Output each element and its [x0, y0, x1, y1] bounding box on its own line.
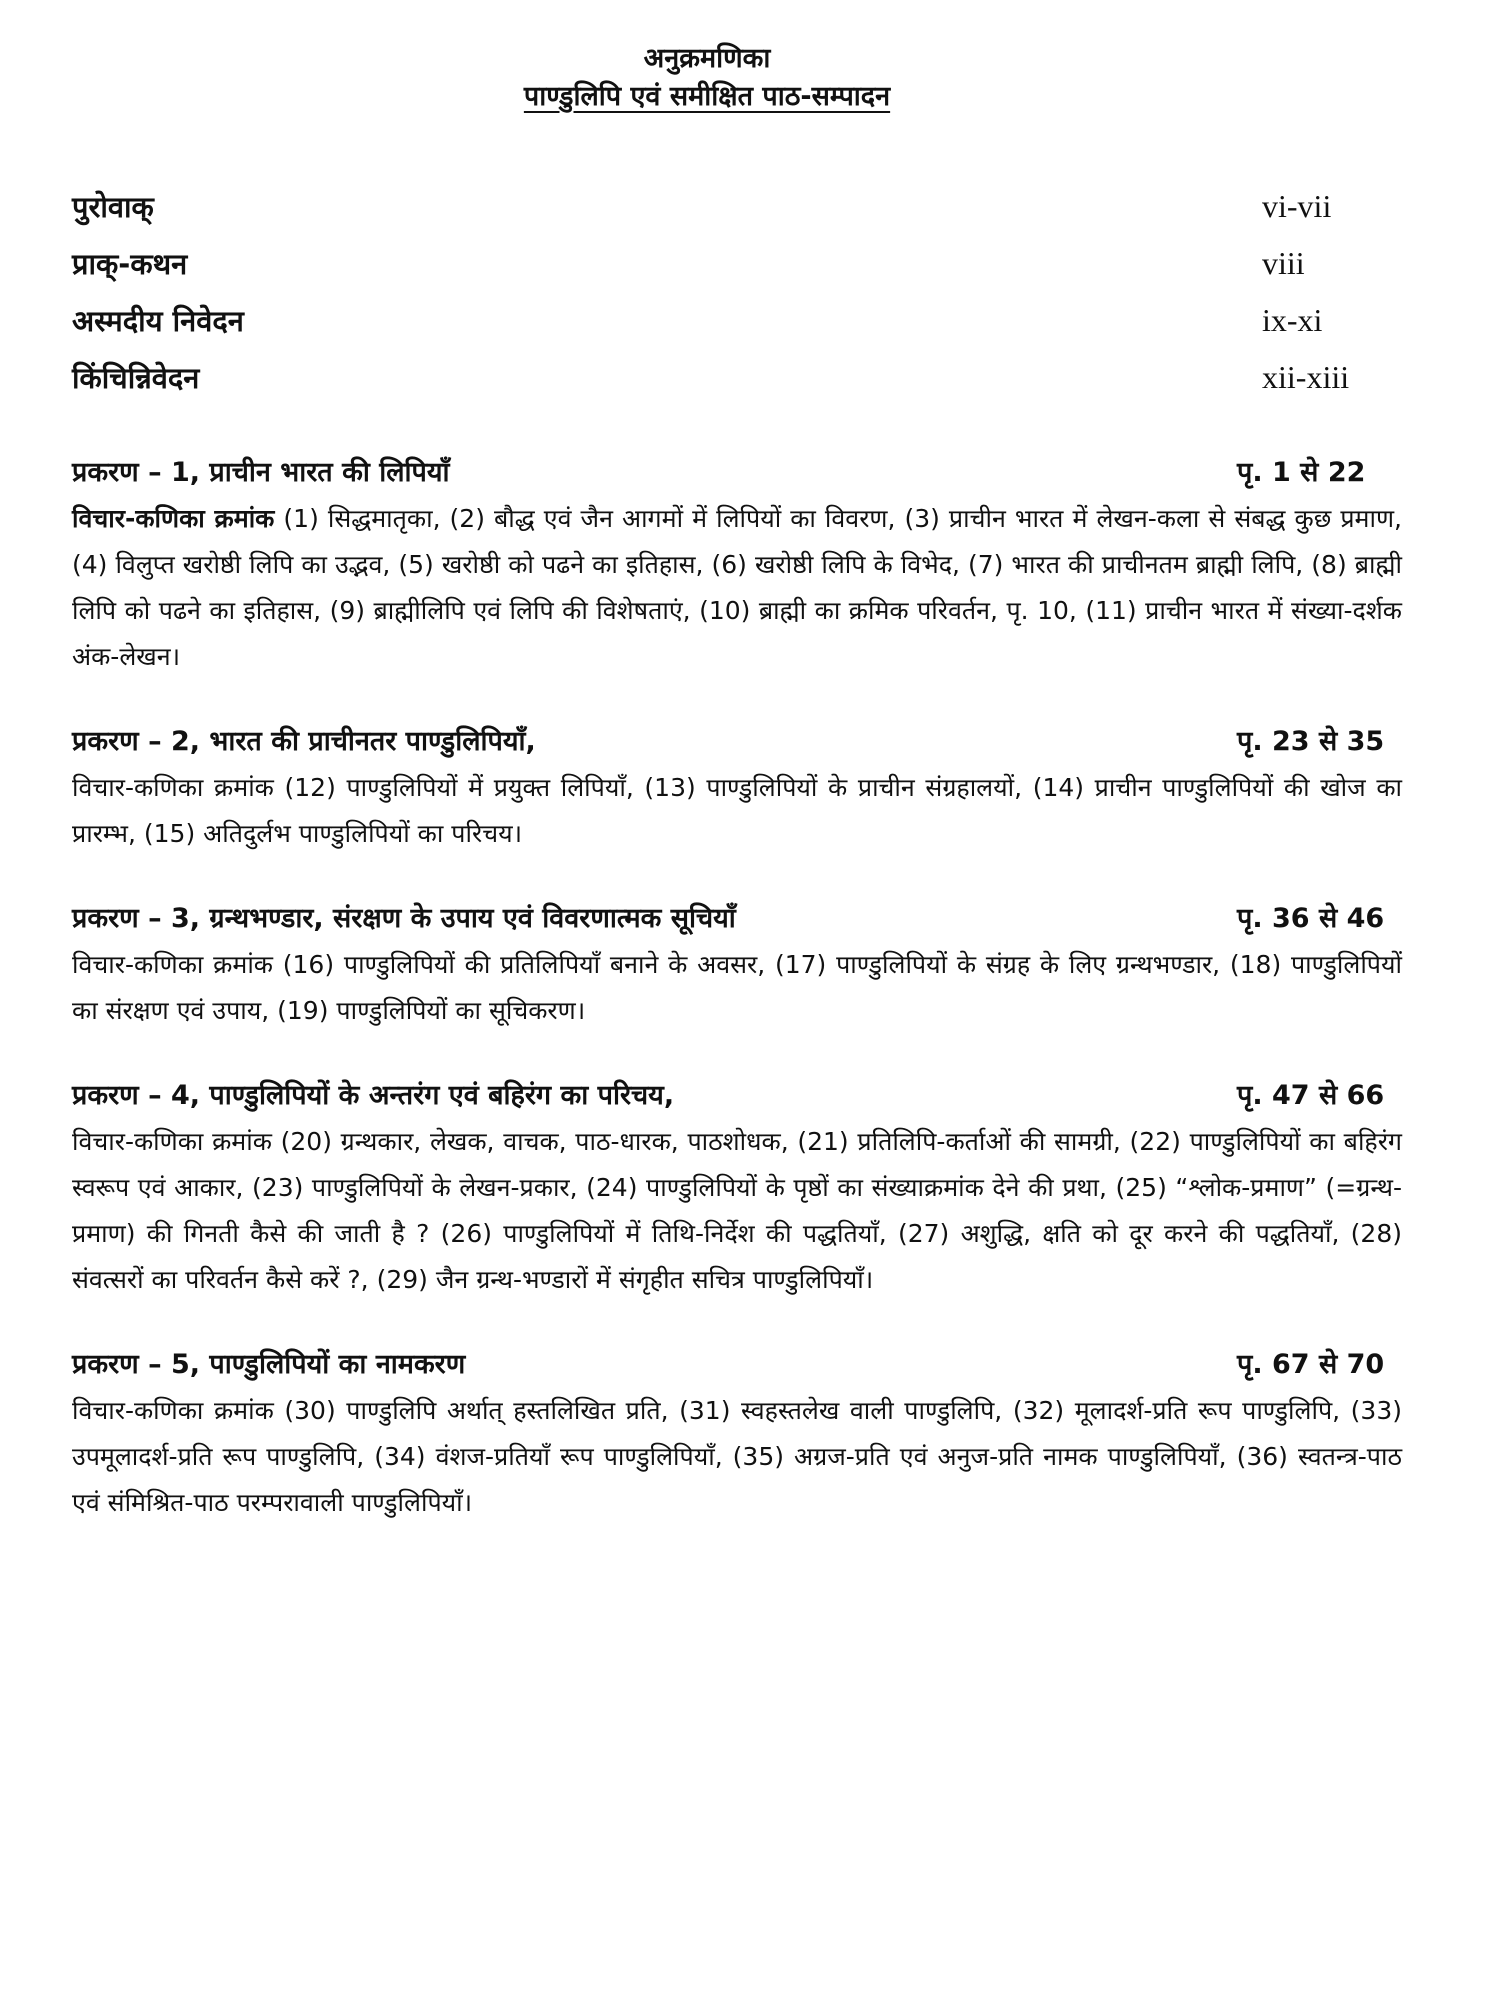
chapter-pages: पृ. 1 से 22	[1237, 456, 1366, 488]
front-matter-label: किंचिन्निवेदन	[72, 361, 200, 395]
chapter-list	[72, 444, 1402, 1526]
front-matter-row	[72, 235, 1402, 292]
chapter-contents: विचार-कणिका क्रमांक (30) पाण्डुलिपि अर्थात् हस्तलिखित प्रति, (31) स्वहस्तलेख वाली पाण्डुलिपि, (32) मूलादर्श-प्रति रूप पाण्डुलिपि, (33) उपमूलादर्श-प्रति रूप पाण्डुलिपि, (34) वंशज-प्रतियाँ रूप पाण्डुलिपियाँ, (35) अग्रज-प्रति एवं अनुज-प्रति नामक पाण्डुलिपियाँ, (36) स्वतन्त्र-पाठ एवं संमिश्रित-पाठ परम्परावाली पाण्डुलिपियाँ।	[72, 1396, 1402, 1517]
document-subtitle: पाण्डुलिपि एवं समीक्षित पाठ-सम्पादन	[523, 81, 891, 112]
chapter-pages: पृ. 36 से 46	[1237, 902, 1385, 934]
chapter-title: प्रकरण – 5, पाण्डुलिपियों का नामकरण	[72, 1348, 466, 1380]
front-matter-row	[72, 292, 1402, 349]
chapter-pages: पृ. 23 से 35	[1237, 725, 1385, 757]
chapter-contents: विचार-कणिका क्रमांक (12) पाण्डुलिपियों में प्रयुक्त लिपियाँ, (13) पाण्डुलिपियों के प्राचीन संग्रहालयों, (14) प्राचीन पाण्डुलिपियों की खोज का प्रारम्भ, (15) अतिदुर्लभ पाण्डुलिपियों का परिचय।	[72, 773, 1402, 848]
document-page	[72, 40, 1402, 1559]
document-title: अनुक्रमणिका	[643, 43, 771, 74]
chapter-title: प्रकरण – 3, ग्रन्थभण्डार, संरक्षण के उपाय एवं विवरणात्मक सूचियाँ	[72, 902, 736, 934]
chapter-entry-2	[72, 713, 1402, 857]
chapter-heading	[72, 1336, 1402, 1388]
front-matter-pages: ix-xi	[1262, 302, 1323, 338]
chapter-heading	[72, 713, 1402, 765]
chapter-title: प्रकरण – 4, पाण्डुलिपियों के अन्तरंग एवं बहिरंग का परिचय,	[72, 1079, 675, 1111]
chapter-heading	[72, 890, 1402, 942]
chapter-entry-5	[72, 1336, 1402, 1526]
chapter-contents: विचार-कणिका क्रमांक (20) ग्रन्थकार, लेखक, वाचक, पाठ-धारक, पाठशोधक, (21) प्रतिलिपि-कर्ताओं की सामग्री, (22) पाण्डुलिपियों का बहिरंग स्वरूप एवं आकार, (23) पाण्डुलिपियों के लेखन-प्रकार, (24) पाण्डुलिपियों के पृष्ठों का संख्याक्रमांक देने की प्रथा, (25) “श्लोक-प्रमाण” (=ग्रन्थ-प्रमाण) की गिनती कैसे की जाती है ? (26) पाण्डुलिपियों में तिथि-निर्देश की पद्धतियाँ, (27) अशुद्धि, क्षति को दूर करने की पद्धतियाँ, (28) संवत्सरों का परिवर्तन कैसे करें ?, (29) जैन ग्रन्थ-भण्डारों में संगृहीत सचित्र पाण्डुलिपियाँ।	[72, 1127, 1402, 1294]
chapter-entry-4	[72, 1067, 1402, 1303]
chapter-entry-3	[72, 890, 1402, 1034]
front-matter-label: पुरोवाक्	[72, 190, 154, 224]
front-matter-pages: vi-vii	[1262, 188, 1332, 224]
front-matter-list	[72, 178, 1402, 406]
front-matter-label: अस्मदीय निवेदन	[72, 304, 244, 338]
chapter-heading	[72, 444, 1402, 496]
chapter-lead: विचार-कणिका क्रमांक	[72, 504, 275, 533]
front-matter-pages: viii	[1262, 245, 1305, 281]
chapter-topics: (1) सिद्धमातृका, (2) बौद्ध एवं जैन आगमों में लिपियों का विवरण, (3) प्राचीन भारत में लेखन-कला से संबद्ध कुछ प्रमाण, (4) विलुप्त खरोष्ठी लिपि का उद्भव, (5) खरोष्ठी को पढने का इतिहास, (6) खरोष्ठी लिपि के विभेद, (7) भारत की प्राचीनतम ब्राह्मी लिपि, (8) ब्राह्मी लिपि को पढने का इतिहास, (9) ब्राह्मीलिपि एवं लिपि की विशेषताएं, (10) ब्राह्मी का क्रमिक परिवर्तन, पृ. 10, (11) प्राचीन भारत में संख्या-दर्शक अंक-लेखन।	[72, 504, 1402, 671]
front-matter-label: प्राक्-कथन	[72, 247, 188, 281]
chapter-contents: विचार-कणिका क्रमांक (16) पाण्डुलिपियों की प्रतिलिपियाँ बनाने के अवसर, (17) पाण्डुलिपियों के संग्रह के लिए ग्रन्थभण्डार, (18) पाण्डुलिपियों का संरक्षण एवं उपाय, (19) पाण्डुलिपियों का सूचिकरण।	[72, 950, 1402, 1025]
front-matter-row	[72, 178, 1402, 235]
chapter-pages: पृ. 67 से 70	[1237, 1348, 1385, 1380]
chapter-pages: पृ. 47 से 66	[1237, 1079, 1385, 1111]
chapter-entry-1	[72, 444, 1402, 680]
chapter-title: प्रकरण – 2, भारत की प्राचीनतर पाण्डुलिपियाँ,	[72, 725, 536, 757]
chapter-contents	[72, 496, 1402, 680]
front-matter-row	[72, 349, 1402, 406]
chapter-title: प्रकरण – 1, प्राचीन भारत की लिपियाँ	[72, 456, 450, 488]
chapter-heading	[72, 1067, 1402, 1119]
front-matter-pages: xii-xiii	[1262, 359, 1350, 395]
